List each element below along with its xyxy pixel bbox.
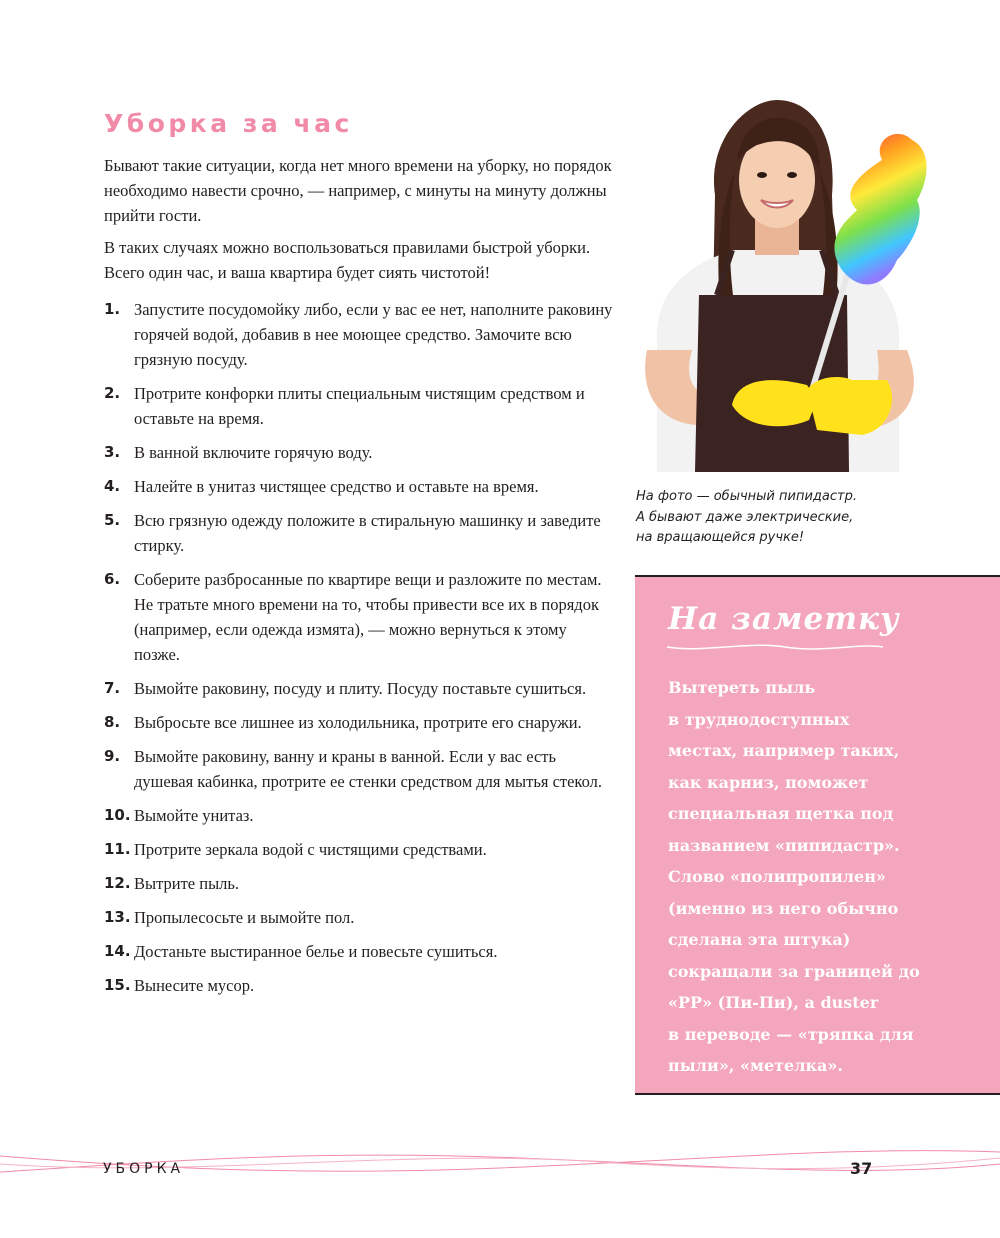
step-number: 6. (104, 570, 121, 588)
step-number: 8. (104, 713, 121, 731)
step-number: 10. (104, 806, 131, 824)
page-number: 37 (850, 1159, 873, 1178)
step-text: Пропылесосьте и вымойте пол. (134, 908, 355, 927)
note-line: (именно из него обычно (668, 898, 899, 918)
step-text: Вынесите мусор. (134, 976, 255, 995)
step-number: 3. (104, 443, 121, 461)
note-line: в труднодоступных (668, 709, 850, 729)
step-text: Вымойте раковину, ванну и краны в ванной. Если у вас есть душевая кабинка, протрите ее стенки средством для мытья стекол. (134, 747, 603, 791)
note-line: сделана эта штука) (668, 930, 851, 949)
list-item (104, 905, 614, 930)
step-text: Вымойте раковину, посуду и плиту. Посуду поставьте сушиться. (134, 679, 587, 698)
caption-line: А бывают даже электрические, (636, 509, 854, 525)
list-item (104, 710, 614, 735)
note-text (668, 672, 920, 1082)
list-item (104, 939, 614, 964)
note-line: в переводе — «тряпка для (668, 1024, 914, 1044)
step-number: 15. (104, 976, 131, 994)
list-item (104, 381, 614, 431)
step-text: Протрите конфорки плиты специальным чистящим средством и оставьте на время. (134, 384, 585, 428)
list-item (104, 676, 614, 701)
step-text: Протрите зеркала водой с чистящими средствами. (134, 840, 487, 859)
step-number: 2. (104, 384, 121, 402)
list-item (104, 973, 614, 998)
step-text: Соберите разбросанные по квартире вещи и разложите по местам. Не тратьте много времени на то, чтобы привести все их в порядок (например, если одежда измята), — можно вернуться к этому позже. (134, 570, 602, 664)
note-line: названием «пипидастр». (668, 835, 900, 855)
step-text: Достаньте выстиранное белье и повесьте сушиться. (134, 942, 498, 961)
list-item (104, 837, 614, 862)
step-text: Вымойте унитаз. (134, 806, 254, 825)
step-text: Всю грязную одежду положите в стиральную машинку и заведите стирку. (134, 511, 601, 555)
list-item (104, 297, 614, 372)
list-item (104, 567, 614, 667)
note-line: сокращали за границей до (668, 961, 920, 981)
note-line: как карниз, поможет (668, 772, 869, 792)
caption-line: на вращающейся ручке! (636, 530, 805, 545)
step-text: Запустите посудомойку либо, если у вас ее нет, наполните раковину горячей водой, добавив в нее моющее средство. Замочите всю грязную посуду. (134, 300, 613, 369)
note-line: специальная щетка под (668, 804, 894, 823)
note-line: «PP» (Пи-Пи), а duster (668, 993, 879, 1012)
note-title: На заметку (668, 601, 900, 637)
step-text: Выбросьте все лишнее из холодильника, протрите его снаружи. (134, 713, 582, 732)
step-text: В ванной включите горячую воду. (134, 443, 373, 462)
step-number: 11. (104, 840, 131, 858)
list-item (104, 474, 614, 499)
step-text: Вытрите пыль. (134, 874, 240, 893)
title-swash-decoration (665, 639, 885, 655)
note-line: местах, например таких, (668, 741, 900, 760)
list-item (104, 744, 614, 794)
list-item (104, 508, 614, 558)
intro-paragraph-1: Бывают такие ситуации, когда нет много времени на уборку, но порядок необходимо навести срочно, — например, с минуты на минуту должны прийти гости. (104, 156, 612, 225)
note-line: пыли», «метелка». (668, 1056, 843, 1075)
steps-list (104, 297, 614, 1007)
note-box (635, 575, 1000, 1095)
photo-caption (636, 487, 926, 549)
intro-paragraph-2: В таких случаях можно воспользоваться правилами быстрой уборки. Всего один час, и ваша квартира будет сиять чистотой! (104, 238, 591, 282)
photo-illustration (637, 100, 935, 472)
step-number: 12. (104, 874, 131, 892)
step-number: 14. (104, 942, 131, 960)
list-item (104, 803, 614, 828)
woman-with-duster-photo (637, 100, 935, 472)
list-item (104, 871, 614, 896)
step-number: 9. (104, 747, 121, 765)
step-number: 7. (104, 679, 121, 697)
note-line: Слово «полипропилен» (668, 867, 886, 886)
step-number: 13. (104, 908, 131, 926)
step-number: 5. (104, 511, 121, 529)
step-text: Налейте в унитаз чистящее средство и оставьте на время. (134, 477, 539, 496)
page-title: Уборка за час (104, 109, 353, 138)
note-line: Вытереть пыль (668, 678, 816, 697)
step-number: 1. (104, 300, 121, 318)
footer-section-name: УБОРКА (103, 1161, 185, 1177)
caption-line: На фото — обычный пипидастр. (636, 489, 857, 504)
list-item (104, 440, 614, 465)
step-number: 4. (104, 477, 121, 495)
